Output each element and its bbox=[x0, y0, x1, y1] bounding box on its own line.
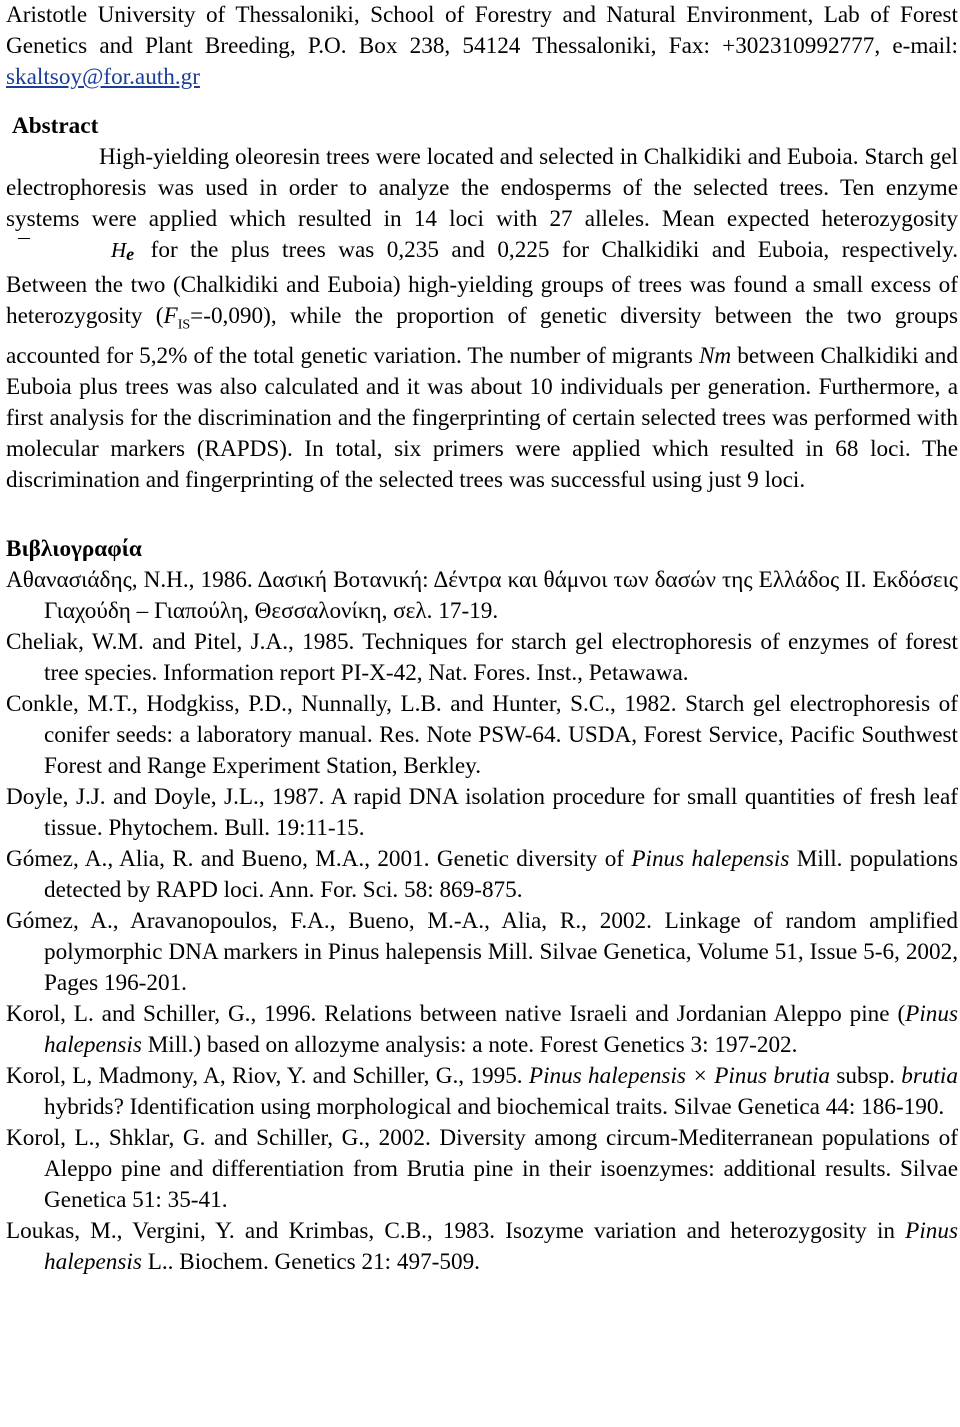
he-symbol: H bbox=[111, 238, 127, 262]
abstract-text-2: for the plus trees was 0,235 and 0,225 for Chalkidiki and Euboia, respectively. Between the two (Chalkidiki and Euboia) high-yielding groups of trees was found a small excess of heterozygosity ( bbox=[6, 237, 958, 329]
fis-symbol bbox=[163, 303, 191, 333]
reference-item: Cheliak, W.M. and Pitel, J.A., 1985. Techniques for starch gel electrophoresis of enzymes of forest tree species. Information report PI-X-42, Nat. Fores. Inst., Petawawa. bbox=[6, 628, 958, 686]
ref-text: Mill.) based on allozyme analysis: a note. Forest Genetics 3: 197-202. bbox=[141, 1031, 798, 1058]
ref-species: Pinus halepensis bbox=[44, 1000, 958, 1058]
abstract-text-4: between Chalkidiki and Euboia plus trees was also calculated and it was about 10 individuals per generation. Furthermore, a first analysis for the discrimination and the fingerprinting of certain selected trees was performed with molecular markers (RAPDS). In total, six primers were applied which resulted in 68 loci. The discrimination and fingerprinting of the selected trees was successful using just 9 loci. bbox=[6, 342, 958, 493]
reference-item bbox=[6, 1061, 958, 1123]
ref-species: Pinus halepensis × Pinus brutia bbox=[528, 1062, 831, 1089]
affiliation-text: Aristotle University of Thessaloniki, School of Forestry and Natural Environment, Lab of Forest Genetics and Plant Breeding, P.O. Box 238, 54124 Thessaloniki, Fax: +302310992777, e-mail: bbox=[6, 2, 958, 59]
reference-item: Doyle, J.J. and Doyle, J.L., 1987. A rapid DNA isolation procedure for small quantities of fresh leaf tissue. Phytochem. Bull. 19:11-15. bbox=[6, 783, 958, 841]
ref-text: Loukas, M., Vergini, Y. and Krimbas, C.B., 1983. Isozyme variation and heterozygosity in bbox=[6, 1217, 906, 1244]
reference-item: Korol, L., Shklar, G. and Schiller, G., 2002. Diversity among circum-Mediterranean populations of Aleppo pine and differentiation from Brutia pine in their isoenzymes: additional results. Silvae Genetica 51: 35-41. bbox=[6, 1124, 958, 1213]
reference-item: Conkle, M.T., Hodgkiss, P.D., Nunnally, L.B. and Hunter, S.C., 1982. Starch gel electrophoresis of conifer seeds: a laboratory manual. Res. Note PSW-64. USDA, Forest Service, Pacific Southwest Forest and Range Experiment Station, Berkley. bbox=[6, 690, 958, 779]
ref-text: Korol, L, Madmony, A, Riov, Y. and Schiller, G., 1995. bbox=[6, 1062, 529, 1089]
he-subscript: e bbox=[126, 244, 135, 264]
abstract-heading: Abstract bbox=[12, 113, 99, 139]
reference-item bbox=[6, 844, 958, 906]
ref-text: subsp. bbox=[830, 1062, 902, 1089]
abstract-paragraph bbox=[6, 142, 958, 496]
affiliation bbox=[6, 0, 958, 93]
email-link[interactable]: skaltsoy@for.auth.gr bbox=[6, 64, 200, 90]
ref-text: hybrids? Identification using morphological and biochemical traits. Silvae Genetica 44: 186-190. bbox=[44, 1093, 945, 1120]
ref-text: Mill. populations detected by RAPD loci. Ann. For. Sci. 58: 869-875. bbox=[44, 845, 958, 903]
references-heading: Βιβλιογραφία bbox=[6, 535, 142, 562]
ref-text: L.. Biochem. Genetics 21: 497-509. bbox=[141, 1248, 480, 1275]
ref-species: Pinus halepensis bbox=[631, 845, 790, 872]
ref-text: Gómez, A., Alia, R. and Bueno, M.A., 2001. Genetic diversity of bbox=[6, 845, 632, 872]
abstract-text-1: High-yielding oleoresin trees were located and selected in Chalkidiki and Euboia. Starch gel electrophoresis was used in order to analyze the endosperms of the selected trees. Ten enzyme systems were applied which resulted in 14 loci with 27 alleles. Mean expected heterozygosity bbox=[6, 144, 958, 232]
reference-item bbox=[6, 1216, 958, 1278]
abstract-text-3: =-0,090), while the proportion of genetic diversity between the two groups accounted for 5,2% of the total genetic variation. The number of migrants bbox=[6, 303, 959, 369]
nm-symbol: Nm bbox=[698, 342, 732, 369]
reference-item bbox=[6, 999, 958, 1061]
fis-letter: F bbox=[163, 303, 178, 329]
ref-species: Pinus halepensis bbox=[44, 1217, 958, 1275]
fis-subscript: IS bbox=[177, 317, 191, 333]
heterozygosity-symbol bbox=[18, 235, 134, 270]
reference-item: Αθανασιάδης, Ν.Η., 1986. Δασική Βοτανική: Δέντρα και θάμνοι των δασών της Ελλάδος ΙΙ. Εκδόσεις Γιαχούδη – Γιαπούλη, Θεσσαλονίκη, σελ. 17-19. bbox=[6, 566, 958, 624]
reference-item: Gómez, A., Aravanopoulos, F.A., Bueno, M.-A., Alia, R., 2002. Linkage of random amplified polymorphic DNA markers in Pinus halepensis Mill. Silvae Genetica, Volume 51, Issue 5-6, 2002, Pages 196-201. bbox=[6, 907, 958, 996]
ref-species: brutia bbox=[901, 1062, 958, 1089]
ref-text: Korol, L. and Schiller, G., 1996. Relations between native Israeli and Jordanian Aleppo pine ( bbox=[6, 1000, 906, 1027]
